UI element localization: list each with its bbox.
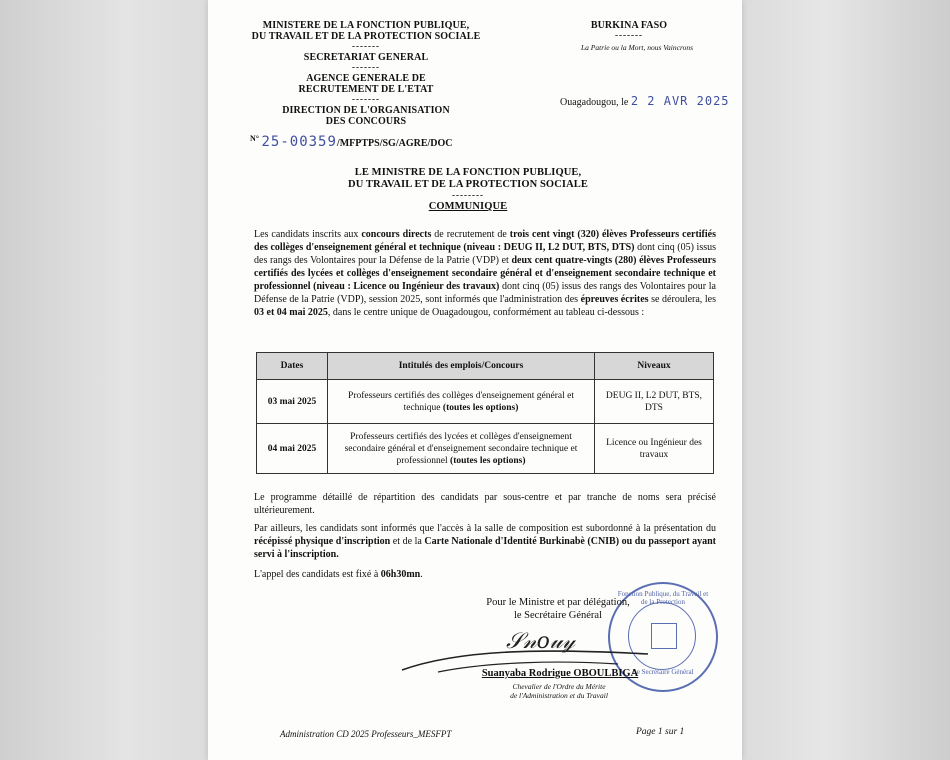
motto: La Patrie ou la Mort, nous Vaincrons <box>580 43 694 52</box>
handwritten-signature: 𝒮𝓃𝑜𝓊𝓎 <box>506 628 576 653</box>
signatory-title-1: Chevalier de l'Ordre du Mérite <box>512 682 606 691</box>
stamp-bottom-text: Le Secrétaire Général <box>632 668 694 676</box>
row-title-text: Professeurs certifiés des lycées et collèges d'enseignement secondaire général et d'enseignement secondaire technique et professionnel <box>344 431 578 466</box>
separator: ------- <box>352 62 380 72</box>
call-time: 06h30mn <box>380 569 421 580</box>
row-title-text: Professeurs certifiés des collèges d'enseignement général et technique <box>348 390 574 413</box>
title-separator: -------- <box>452 190 484 200</box>
delegation-line: Pour le Ministre et par délégation, <box>486 597 630 608</box>
header-levels: Niveaux <box>595 353 714 380</box>
access-bold: récépissé physique d'inscription <box>254 536 391 547</box>
country-header <box>574 20 684 39</box>
background-right <box>742 0 950 760</box>
separator: ------- <box>615 30 643 40</box>
intro-text: dont cinq (05) issus des rangs des Volontaires pour la Défense de la Patrie (VDP) et <box>254 242 717 266</box>
ministry-line-2: DU TRAVAIL ET DE LA PROTECTION SOCIALE <box>251 31 481 42</box>
table-row <box>257 380 714 424</box>
stamp-top-text: Fonction Publique, du Travail et de la Protection <box>617 590 709 606</box>
row-date: 03 mai 2025 <box>257 380 328 424</box>
country: BURKINA FASO <box>590 20 668 31</box>
direction-line-1: DIRECTION DE L'ORGANISATION <box>282 105 450 116</box>
table-header-row <box>257 353 714 380</box>
document-page <box>208 0 742 760</box>
separator: ------- <box>352 94 380 104</box>
row-title <box>328 380 595 424</box>
access-text: Par ailleurs, les candidats sont informés que l'accès à la salle de composition est subordonné à la présentation du <box>254 523 716 534</box>
row-title-bold: (toutes les options) <box>450 455 526 466</box>
page-number: Page 1 sur 1 <box>636 727 685 737</box>
communique-heading: COMMUNIQUE <box>428 201 508 212</box>
intro-text: se déroulera, les <box>648 294 717 305</box>
intro-bold: concours directs <box>361 229 432 240</box>
intro-bold: 03 et 04 mai 2025 <box>254 307 328 318</box>
intro-text: de recrutement de <box>431 229 510 240</box>
table-row <box>257 424 714 474</box>
footer-reference: Administration CD 2025 Professeurs_MESFPT <box>280 729 452 739</box>
header-dates: Dates <box>257 353 328 380</box>
call-text: . <box>420 569 423 580</box>
intro-bold: épreuves écrites <box>580 294 649 305</box>
row-level: Licence ou Ingénieur des travaux <box>595 424 714 474</box>
signatory-titles <box>474 682 644 700</box>
intro-bold: deux cent quatre-vingts (280) élèves Professeurs certifiés des lycées et collèges d'enseignement secondaire général et d'enseignement secondaire technique et professionnel (niveau : Licence ou Ingénieur des travaux) <box>254 255 716 292</box>
intro-bold: trois cent vingt (320) élèves Professeurs certifiés des collèges d'enseignement général et technique (niveau : DEUG II, L2 DUT, BTS, DTS) <box>254 229 716 253</box>
intro-text: Les candidats inscrits aux <box>254 229 362 240</box>
access-bold: Carte Nationale d'Identité Burkinabè (CNIB) ou du passeport ayant servi à l'inscription. <box>254 536 716 560</box>
place-label: Ouagadougou, le <box>560 97 629 108</box>
agency-line-2: RECRUTEMENT DE L'ETAT <box>298 84 434 95</box>
access-paragraph <box>254 522 716 561</box>
row-date: 04 mai 2025 <box>257 424 328 474</box>
ref-prefix: N° <box>250 134 259 143</box>
intro-paragraph <box>254 228 716 319</box>
row-level: DEUG II, L2 DUT, BTS, DTS <box>595 380 714 424</box>
title-line-1: LE MINISTRE DE LA FONCTION PUBLIQUE, <box>354 167 582 178</box>
ref-suffix: /MFPTPS/SG/AGRE/DOC <box>336 138 453 149</box>
direction-line-2: DES CONCOURS <box>325 116 407 127</box>
ministry-line-1: MINISTERE DE LA FONCTION PUBLIQUE, <box>262 20 470 31</box>
call-time-paragraph <box>254 568 716 581</box>
title-line-2: DU TRAVAIL ET DE LA PROTECTION SOCIALE <box>348 179 588 190</box>
secretariat: SECRETARIAT GENERAL <box>303 52 429 63</box>
separator: ------- <box>352 41 380 51</box>
place-date <box>560 94 730 108</box>
intro-text: dont cinq (05) issus des rangs des Volontaires pour la Défense de la Patrie (VDP), session 2025, sont informés que l'administration des <box>254 281 716 305</box>
agency-line-1: AGENCE GENERALE DE <box>306 73 426 84</box>
ref-number-stamp: 25-00359 <box>261 134 337 150</box>
date-stamp: 2 2 AVR 2025 <box>630 94 730 108</box>
document-title <box>298 167 638 213</box>
signatory-name: Suanyaba Rodrigue OBOULBIGA <box>481 668 639 679</box>
exam-schedule-table <box>256 352 714 474</box>
call-text: L'appel des candidats est fixé à <box>254 569 381 580</box>
programme-paragraph: Le programme détaillé de répartition des candidats par sous-centre et par tranche de noms sera précisé ultérieurement. <box>254 492 716 516</box>
intro-text: , dans le centre unique de Ouagadougou, conformément au tableau ci-dessous : <box>327 307 645 318</box>
row-title <box>328 424 595 474</box>
reference-number <box>250 134 452 150</box>
secretary-line: le Secrétaire Général <box>513 610 603 621</box>
signatory-title-2: de l'Administration et du Travail <box>510 691 608 700</box>
ministry-header <box>236 20 496 127</box>
access-text: et de la <box>390 536 425 547</box>
background-left <box>0 0 208 760</box>
header-titles: Intitulés des emplois/Concours <box>328 353 595 380</box>
row-title-bold: (toutes les options) <box>442 402 519 413</box>
signature-block <box>468 596 648 622</box>
